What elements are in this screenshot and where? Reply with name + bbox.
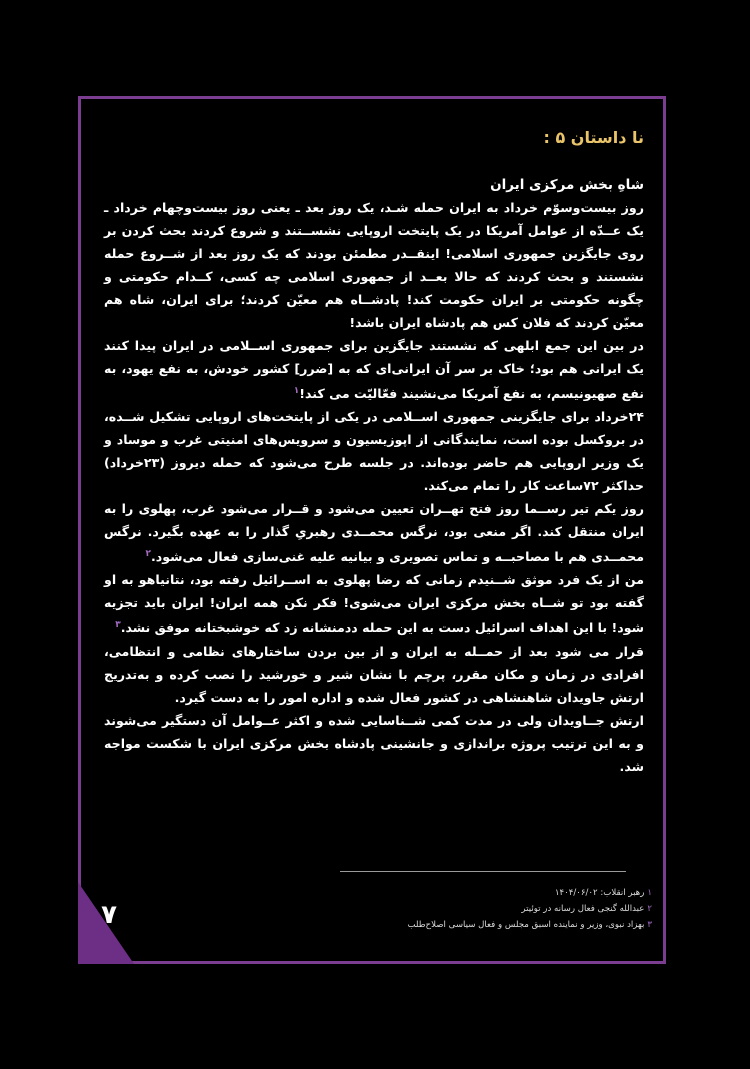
footnote-item	[300, 888, 652, 898]
footnote-marker[interactable]: ۱	[293, 386, 300, 396]
paragraph: در بین این جمع ابلهی که نشستند جایگزین برای جمهوری اســلامی در ایران پیدا کنند یک ایرانی هم بود؛ خاک بر سر آن ایرانی‌ای که به [ضرر] کشور خودش، به نفع یهود، به نفع صهیونیسم، به نفع آمریکا می‌نشیند فعّالیّت می کند!$^۱$	[104, 338, 644, 402]
footnote-number: ۱	[647, 888, 652, 898]
footnote-number: ۳	[647, 920, 652, 930]
footnote-number: ۲	[647, 904, 652, 914]
footnote-item	[300, 904, 652, 914]
footnote-divider	[340, 871, 626, 872]
paragraph: ارتش جــاویدان ولی در مدت کمی شــناسایی شده و اکثر عــوامل آن دستگیر می‌شوند و به این ترتیب پروژه براندازی و جانشینی پادشاه بخش مرکزی ایران با شکست مواجه شد.	[104, 712, 644, 774]
story-title: شاهِ بخش مرکزی ایران	[490, 177, 644, 193]
footnote-text: عبدالله گنجی فعال رسانه در توئیتر	[521, 904, 645, 914]
footnote-text: رهبر انقلاب: ۱۴۰۴/۰۶/۰۲	[554, 888, 645, 898]
story-content	[104, 128, 644, 778]
section-heading: نا داستان ۵ :	[543, 128, 644, 147]
footnote-marker[interactable]: ۳	[115, 620, 121, 631]
paragraph: روز یکم تیر رســما روز فتح تهــران تعیین می‌شود و قــرار می‌شود غرب، پهلوی را به ایران منتقل کند. اگر منعی بود، نرگس محمــدی رهبریِ گذار را به عهده بگیرد. نرگس محمــدی هم با مصاحبــه و تماس تصویری و بیانیه علیه غنی‌سازی فعال می‌شود.$^۲$	[104, 501, 644, 565]
page-number: ۷	[101, 900, 117, 930]
footnote-marker[interactable]: ۲	[145, 549, 151, 560]
footnote-item	[300, 920, 652, 930]
paragraph: من از یک فرد موثق شــنیدم زمانی که رضا پهلوی به اســرائیل رفته بود، نتانیاهو به او گفته بود تو شــاه بخش مرکزی ایران می‌شوی! فکر نکن همه ایران! ایران باید تجزیه شود! با این اهداف اسرائیل دست به این حمله ددمنشانه زد که خوشبختانه موفق نشد.$^۳$	[104, 572, 644, 636]
paragraph: روز بیست‌وسوّم خرداد به ایران حمله شـد، یک روز بعد ـ یعنی روز بیست‌وچهام خرداد ـ یک عــدّه از عوامل آمریکا در یک پایتخت اروپایی نشســتند و شروع کردند بحث کردن بر روی جایگزین جمهوری اسلامی! اینقــدر مطمئن بودند که یک روز بعد از شــروع حمله نشستند و بحث کردند که حالا بعــد از جمهوری اسلامی چه کسی، کــدام حکومتی و چگونه حکومتی بر ایران حکومت کند! پادشــاه هم معیّن کردند؛ برای ایران، شاه هم معیّن کردند که فلان کس هم پادشاه ایران باشد!	[104, 200, 644, 330]
paragraph: قرار می شود بعد از حمــله به ایران و از بین بردن ساختارهای نظامی و انتظامی، افرادی در زمان و مکان مقرر، پرچم با نشان شیر و خورشید را نصب کرده و به‌تدریج ارتش جاویدان شاهنشاهی در کشور فعال شده و اداره امور را به دست گیرد.	[104, 643, 644, 705]
footnote-text: بهزاد نبوی، وزیر و نماینده اسبق مجلس و فعال سیاسی اصلاح‌طلب	[407, 920, 645, 930]
paragraph: ۲۴خرداد برای جایگزینی جمهوری اســلامی در یکی از پایتخت‌های اروپایی تشکیل شــده، در بروکسل بوده است، نمایندگانی از اپوزیسیون و سرویس‌های امنیتی غرب و موساد و یک وزیر اروپایی هم حاضر بوده‌اند. در جلسه طرح می‌شود که حمله دیروز (۲۳خرداد) حداکثر ۷۲ساعت کار را تمام می‌کند.	[104, 409, 644, 494]
footnotes	[300, 888, 652, 936]
